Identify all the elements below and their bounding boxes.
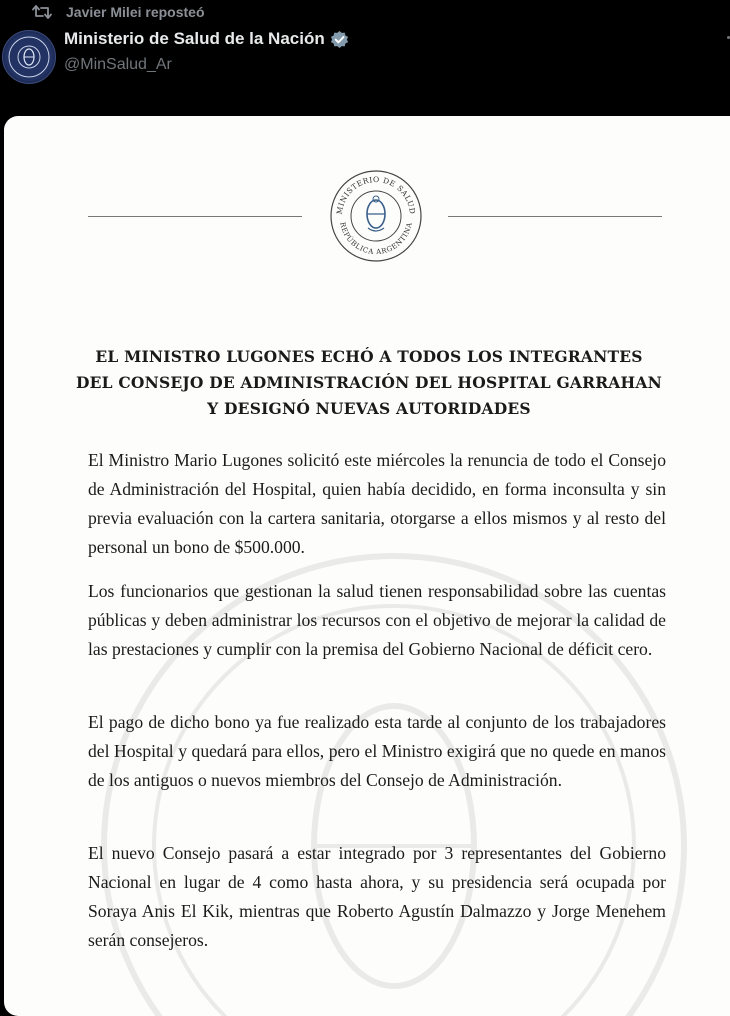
ministry-seal-icon <box>328 168 424 264</box>
title-line: EL MINISTRO LUGONES ECHÓ A TODOS LOS INTEGRANTES <box>95 347 643 366</box>
paragraph-1: El Ministro Mario Lugones solicitó este miércoles la renuncia de todo el Consejo de Administración del Hospital, quien había decidido, en forma inconsulta y sin previa evaluación con la cartera sanitaria, otorgarse a ellos mismos y al resto del personal un bono de $500.000. <box>88 450 666 557</box>
ministry-seal-header <box>4 168 730 268</box>
divider-left <box>88 216 302 217</box>
svg-text:REPÚBLICA ARGENTINA <box>338 221 414 256</box>
title-line: DEL CONSEJO DE ADMINISTRACIÓN DEL HOSPITAL GARRAHAN <box>76 373 662 392</box>
attached-document-image[interactable] <box>4 116 730 1016</box>
seal-top-text: MINISTERIO DE SALUD <box>334 174 418 215</box>
paragraph-4: El nuevo Consejo pasará a estar integrado por 3 representantes del Gobierno Nacional en lugar de 4 como hasta ahora, y su presidencia será ocupada por Soraya Anis El Kik, mientras que Roberto Agustín Dalmazzo y Jorge Menehem serán consejeros. <box>88 843 666 950</box>
paragraph-3: El pago de dicho bono ya fue realizado esta tarde al conjunto de los trabajadores del Hospital y quedará para ellos, pero el Ministro exigirá que no quede en manos de los antiguos o nuevos miembros del Consejo de Administración. <box>88 712 666 790</box>
verified-badge-icon <box>330 30 349 49</box>
avatar[interactable] <box>2 30 56 84</box>
account-name: Ministerio de Salud de la Nación <box>64 29 325 48</box>
divider-right <box>448 216 662 217</box>
account-handle[interactable]: @MinSalud_Ar <box>64 56 172 73</box>
post-header <box>0 0 730 118</box>
paragraph-2: Los funcionarios que gestionan la salud tienen responsabilidad sobre las cuentas públicas y deben administrar los recursos con el objetivo de mejorar la calidad de las prestaciones y cumplir con la premisa del Gobierno Nacional de déficit cero. <box>88 581 666 659</box>
repost-text: Javier Milei reposteó <box>66 4 205 20</box>
title-line: Y DESIGNÓ NUEVAS AUTORIDADES <box>207 399 531 418</box>
repost-indicator[interactable] <box>32 2 205 22</box>
repost-icon <box>32 4 52 20</box>
seal-bottom-text: REPÚBLICA ARGENTINA <box>338 221 414 257</box>
document-title <box>64 344 674 422</box>
account-name-row[interactable] <box>64 29 349 49</box>
